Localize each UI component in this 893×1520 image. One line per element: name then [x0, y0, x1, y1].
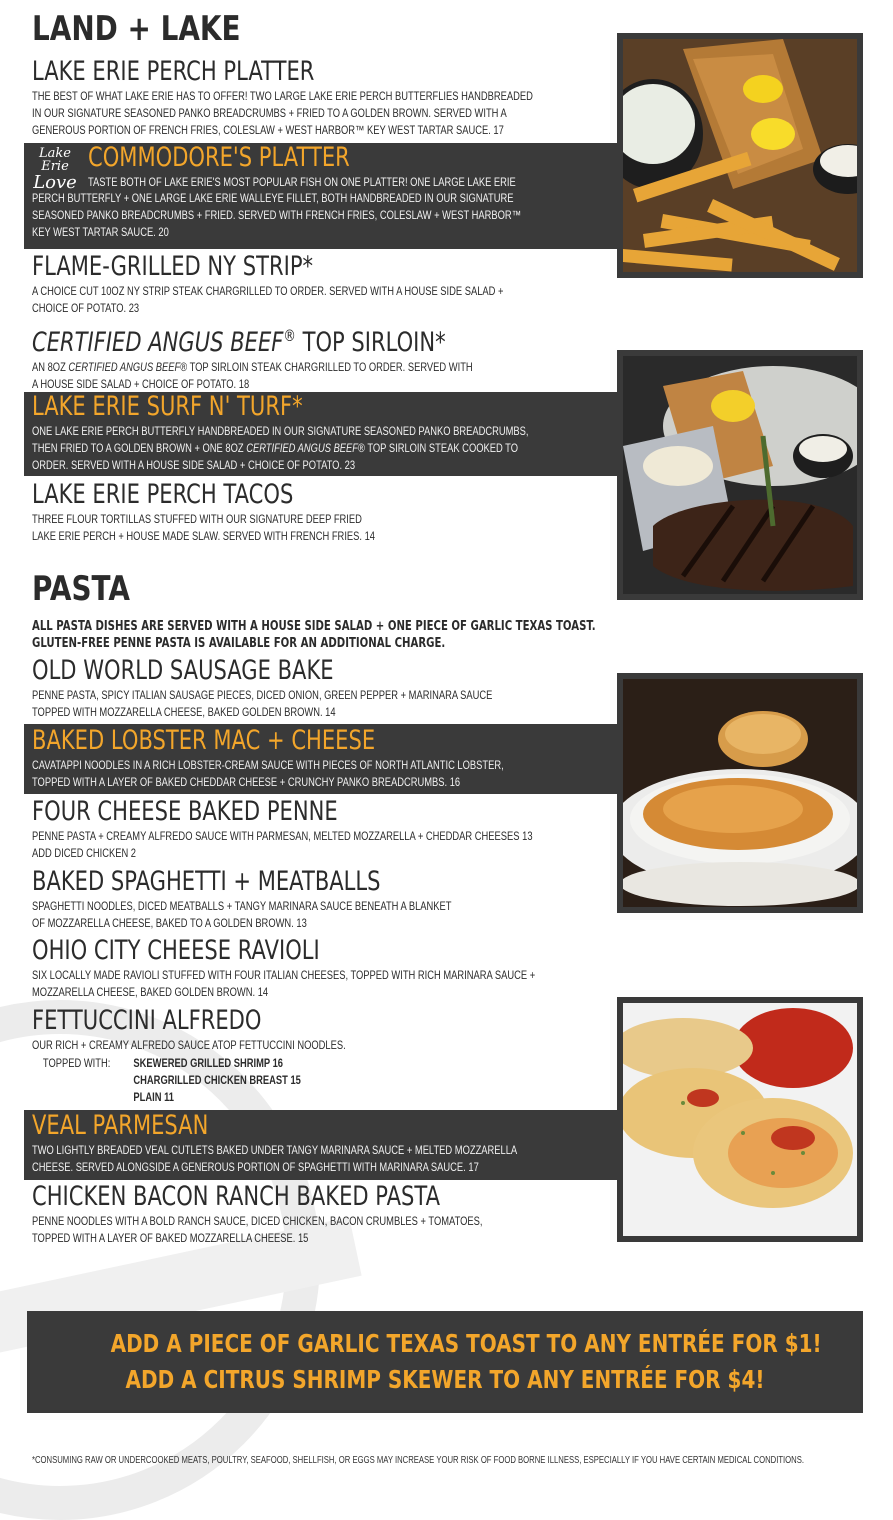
item-description: CAVATAPPI NOODLES IN A RICH LOBSTER-CREAM SAUCE WITH PIECES OF NORTH ATLANTIC LOBSTER, TOPPED WITH A LAYER OF BAKED CHEDDAR CHEESE + CRUNCHY PANKO BREADCRUMBS. 16 — [32, 758, 504, 789]
item-name: CERTIFIED ANGUS BEEF® TOP SIRLOIN* — [32, 326, 446, 358]
menu-item-perch-platter — [32, 57, 592, 139]
item-description: PENNE PASTA + CREAMY ALFREDO SAUCE WITH PARMESAN, MELTED MOZZARELLA + CHEDDAR CHEESES 13 ADD DICED CHICKEN 2 — [32, 829, 533, 860]
menu-item-top-sirloin — [32, 321, 592, 393]
menu-item-fettuccini-alfredo — [32, 1006, 592, 1106]
topping-option: CHARGRILLED CHICKEN BREAST 15 — [133, 1073, 301, 1087]
pasta-note: ALL PASTA DISHES ARE SERVED WITH A HOUSE SIDE SALAD + ONE PIECE OF GARLIC TEXAS TOAST. GLUTEN-FREE PENNE PASTA IS AVAILABLE FOR AN ADDITIONAL CHARGE. — [32, 619, 596, 651]
menu-item-lobster-mac — [32, 726, 592, 791]
item-description: PENNE NOODLES WITH A BOLD RANCH SAUCE, DICED CHICKEN, BACON CRUMBLES + TOMATOES, TOPPED WITH A LAYER OF BAKED MOZZARELLA CHEESE. 15 — [32, 1214, 483, 1245]
topping-option: PLAIN 11 — [133, 1090, 174, 1104]
menu-item-ny-strip — [32, 252, 592, 317]
menu-item-commodores-platter — [88, 143, 648, 191]
toppings-label: TOPPED WITH: — [42, 1056, 111, 1070]
menu-item-baked-spaghetti — [32, 867, 592, 932]
toppings-list — [32, 1055, 578, 1106]
item-description: AN 8OZ CERTIFIED ANGUS BEEF® TOP SIRLOIN STEAK CHARGRILLED TO ORDER. SERVED WITH A HOUSE SIDE SALAD + CHOICE OF POTATO. 18 — [32, 360, 473, 391]
item-description: A CHOICE CUT 10OZ NY STRIP STEAK CHARGRILLED TO ORDER. SERVED WITH A HOUSE SIDE SALAD + CHOICE OF POTATO. 23 — [32, 284, 504, 315]
perch-platter-illustration — [623, 39, 857, 272]
item-name: FLAME-GRILLED NY STRIP* — [32, 251, 314, 282]
item-name: COMMODORE'S PLATTER — [88, 142, 350, 173]
item-description: SPAGHETTI NOODLES, DICED MEATBALLS + TANGY MARINARA SAUCE BENEATH A BLANKET OF MOZZARELLA CHEESE, BAKED TO A GOLDEN BROWN. 13 — [32, 899, 452, 930]
consumer-advisory: *CONSUMING RAW OR UNDERCOOKED MEATS, POULTRY, SEAFOOD, SHELLFISH, OR EGGS MAY INCREASE YOUR RISK OF FOOD BORNE ILLNESS, ESPECIALLY IF YOU HAVE CERTAIN MEDICAL CONDITIONS. — [32, 1455, 805, 1466]
item-name: BAKED SPAGHETTI + MEATBALLS — [32, 866, 381, 897]
item-description: TWO LIGHTLY BREADED VEAL CUTLETS BAKED UNDER TANGY MARINARA SAUCE + MELTED MOZZARELLA CHEESE. SERVED ALONGSIDE A GENEROUS PORTION OF SPAGHETTI WITH MARINARA SAUCE. 17 — [32, 1143, 518, 1174]
item-name: OHIO CITY CHEESE RAVIOLI — [32, 935, 320, 966]
item-name: VEAL PARMESAN — [32, 1110, 209, 1141]
menu-item-sausage-bake — [32, 656, 592, 721]
menu-item-veal-parmesan — [32, 1111, 592, 1176]
photo-lobster-mac — [617, 673, 863, 913]
photo-surf-n-turf — [617, 350, 863, 600]
section-title-pasta: PASTA — [32, 569, 130, 609]
item-name: FETTUCCINI ALFREDO — [32, 1005, 262, 1036]
item-description: SIX LOCALLY MADE RAVIOLI STUFFED WITH FOUR ITALIAN CHEESES, TOPPED WITH RICH MARINARA SAUCE + MOZZARELLA CHEESE, BAKED GOLDEN BROWN. 14 — [32, 968, 536, 999]
surf-n-turf-illustration — [623, 356, 857, 594]
add-on-garlic-toast: ADD A PIECE OF GARLIC TEXAS TOAST TO ANY ENTRÉE FOR $1! — [110, 1329, 822, 1358]
item-description: PENNE PASTA, SPICY ITALIAN SAUSAGE PIECES, DICED ONION, GREEN PEPPER + MARINARA SAUCE TOPPED WITH MOZZARELLA CHEESE, BAKED GOLDEN BROWN. 14 — [32, 688, 493, 719]
add-on-banner — [27, 1311, 863, 1413]
menu-item-cheese-ravioli — [32, 936, 592, 1001]
item-name: BAKED LOBSTER MAC + CHEESE — [32, 725, 376, 756]
menu-item-perch-tacos — [32, 480, 592, 545]
photo-veal-parmesan — [617, 997, 863, 1242]
item-description: OUR RICH + CREAMY ALFREDO SAUCE ATOP FETTUCCINI NOODLES. TOPPED WITH: SKEWERED GRILLED SHRIMP 16 CHARGRILLED CHICKEN BREAST 15 PLAIN 11 — [32, 1037, 578, 1106]
veal-parmesan-illustration — [623, 1003, 857, 1236]
menu-item-four-cheese-penne — [32, 797, 592, 862]
item-name: LAKE ERIE PERCH TACOS — [32, 479, 294, 510]
photo-perch-platter — [617, 33, 863, 278]
item-description: ONE LAKE ERIE PERCH BUTTERFLY HANDBREADED IN OUR SIGNATURE SEASONED PANKO BREADCRUMBS, THEN FRIED TO A GOLDEN BROWN + ONE 8OZ CERTIFIED ANGUS BEEF® TOP SIRLOIN STEAK COOKED TO ORDER. SERVED WITH A HOUSE SIDE SALAD + CHOICE OF POTATO. 23 — [32, 424, 529, 472]
section-title-land-lake: LAND + LAKE — [32, 9, 241, 49]
topping-option: SKEWERED GRILLED SHRIMP 16 — [133, 1056, 284, 1070]
lobster-mac-illustration — [623, 679, 857, 907]
item-name: CHICKEN BACON RANCH BAKED PASTA — [32, 1181, 441, 1212]
item-description: THREE FLOUR TORTILLAS STUFFED WITH OUR SIGNATURE DEEP FRIED LAKE ERIE PERCH + HOUSE MADE SLAW. SERVED WITH FRENCH FRIES. 14 — [32, 512, 376, 543]
item-name: FOUR CHEESE BAKED PENNE — [32, 796, 338, 827]
item-description: PERCH BUTTERFLY + ONE LARGE LAKE ERIE WALLEYE FILLET, BOTH HANDBREADED IN OUR SIGNATURE SEASONED PANKO BREADCRUMBS + FRIED. SERVED WITH FRENCH FRIES, COLESLAW + WEST HARBOR™ KEY WEST TARTAR SAUCE. 20 — [32, 191, 522, 239]
menu-item-surf-n-turf — [32, 392, 592, 474]
menu-item-commodores-platter-cont — [32, 190, 592, 241]
item-name: OLD WORLD SAUSAGE BAKE — [32, 655, 334, 686]
item-description: TASTE BOTH OF LAKE ERIE'S MOST POPULAR FISH ON ONE PLATTER! ONE LARGE LAKE ERIE — [88, 175, 516, 189]
add-on-shrimp-skewer: ADD A CITRUS SHRIMP SKEWER TO ANY ENTRÉE FOR $4! — [125, 1365, 765, 1394]
item-description: THE BEST OF WHAT LAKE ERIE HAS TO OFFER! TWO LARGE LAKE ERIE PERCH BUTTERFLIES HANDBREADED IN OUR SIGNATURE SEASONED PANKO BREADCRUMBS + FRIED TO A GOLDEN BROWN. SERVED WITH A GENEROUS PORTION OF FRENCH FRIES, COLESLAW + WEST HARBOR™ KEY WEST TARTAR SAUCE. 17 — [32, 89, 533, 137]
lake-erie-love-logo: Lake Erie Love — [33, 146, 77, 193]
item-name: LAKE ERIE PERCH PLATTER — [32, 56, 315, 87]
item-name: LAKE ERIE SURF N' TURF* — [32, 391, 303, 422]
menu-item-chicken-bacon-ranch — [32, 1182, 592, 1247]
